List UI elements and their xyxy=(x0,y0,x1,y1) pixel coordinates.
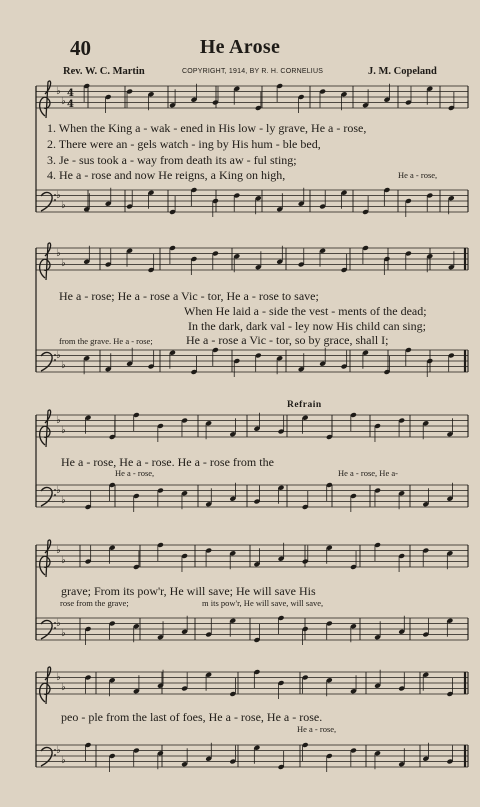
staff-3-key-signature: ♭ xyxy=(61,258,66,269)
staff-3-key-signature: ♭ xyxy=(56,248,61,259)
system-2-line-1: He a - rose; He a - rose a Vic - tor, He a - rose to save; xyxy=(59,289,319,303)
system-2-line-3: In the dark, dark val - ley now His child can sing; xyxy=(188,319,426,333)
system-4-bass-echo-a: rose from the grave; xyxy=(60,598,129,608)
staff-1-time-bottom: 4 xyxy=(67,99,74,110)
system-2-bass-echo: from the grave. He a - rose; xyxy=(59,336,153,346)
copyright-notice: COPYRIGHT, 1914, BY R. H. CORNELIUS xyxy=(182,68,324,75)
verse-1-line: 1. When the King a - wak - ened in His low - ly grave, He a - rose, xyxy=(47,121,367,135)
composer-credit: J. M. Copeland xyxy=(368,66,437,77)
staff-8-key-signature: ♭ xyxy=(56,618,61,629)
system-4-bass-echo-b: m its pow'r, He will save, will save, xyxy=(202,598,324,608)
verse-3-line: 3. Je - sus took a - way from death its aw - ful sting; xyxy=(47,153,297,167)
staff-2-key-signature: ♭ xyxy=(61,200,66,211)
system-2-line-4: He a - rose a Vic - tor, so by grace, shall I; xyxy=(186,333,389,347)
system-3-bass-echo-a: He a - rose, xyxy=(115,468,155,478)
staff-1-key-signature: ♭ xyxy=(56,86,61,97)
staff-2-key-signature: ♭ xyxy=(56,190,61,201)
staff-5-key-signature: ♭ xyxy=(61,425,66,436)
staff-3-clef xyxy=(40,243,51,280)
system-2-line-2: When He laid a - side the vest - ments of the dead; xyxy=(184,304,427,318)
staff-9-key-signature: ♭ xyxy=(56,672,61,683)
staff-10-key-signature: ♭ xyxy=(61,755,66,766)
verse-2-line: 2. There were an - gels watch - ing by His hum - ble bed, xyxy=(47,137,321,151)
lyricist-credit: Rev. W. C. Martin xyxy=(63,66,145,77)
bass-echo: He a - rose, xyxy=(398,170,438,180)
hymn-title: He Arose xyxy=(199,36,281,58)
system-3-bass-echo-b: He a - rose, He a- xyxy=(338,468,398,478)
staff-9-key-signature: ♭ xyxy=(61,682,66,693)
staff-7-key-signature: ♭ xyxy=(61,555,66,566)
staff-10-key-signature: ♭ xyxy=(56,745,61,756)
staff-7-clef xyxy=(40,540,51,577)
staff-6-key-signature: ♭ xyxy=(61,495,66,506)
system-4-lyrics: grave; From its pow'r, He will save; He will save His xyxy=(61,584,316,598)
system-5-lyrics: peo - ple from the last of foes, He a - rose, He a - rose. xyxy=(61,710,323,724)
staff-5-key-signature: ♭ xyxy=(56,415,61,426)
hymn-number: 40 xyxy=(70,36,91,60)
staff-4-key-signature: ♭ xyxy=(61,360,66,371)
refrain-label: Refrain xyxy=(287,400,322,410)
staff-4-key-signature: ♭ xyxy=(56,350,61,361)
staff-8-key-signature: ♭ xyxy=(61,628,66,639)
staff-7-key-signature: ♭ xyxy=(56,545,61,556)
staff-9-clef xyxy=(40,667,51,704)
system-3-lyrics: He a - rose, He a - rose. He a - rose from the xyxy=(61,455,274,469)
system-5-bass-echo: He a - rose, xyxy=(297,724,337,734)
staff-6-key-signature: ♭ xyxy=(56,485,61,496)
verse-4-line: 4. He a - rose and now He reigns, a King on high, xyxy=(47,168,286,182)
staff-5-clef xyxy=(40,410,51,447)
staff-1-clef xyxy=(40,81,51,118)
staff-1-time-top: 4 xyxy=(67,88,74,99)
staff-1-key-signature: ♭ xyxy=(61,96,66,107)
